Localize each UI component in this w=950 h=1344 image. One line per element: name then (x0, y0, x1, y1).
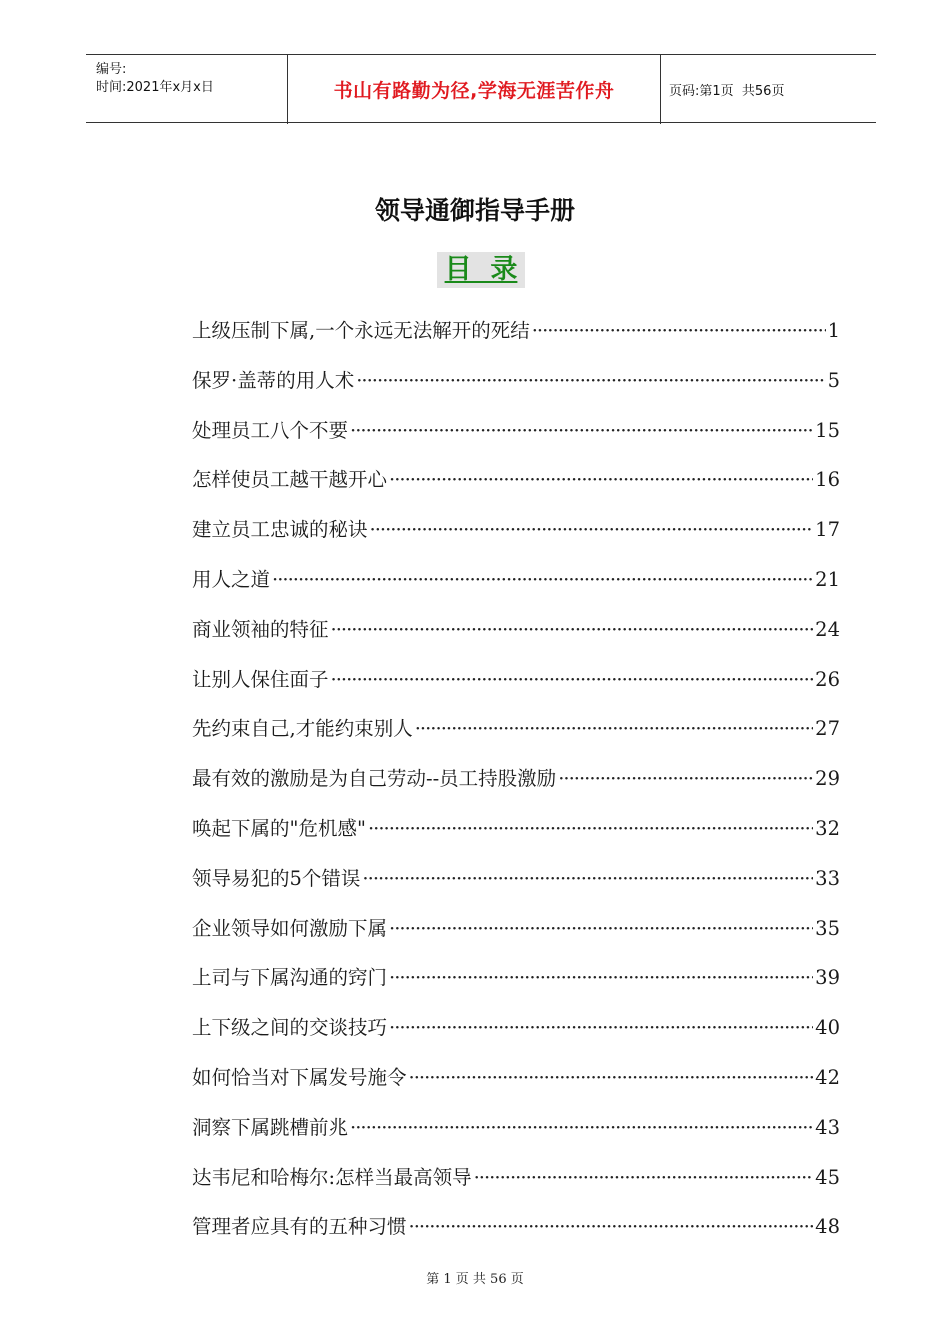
toc-entry-page: 40 (815, 1016, 840, 1040)
toc-entry-page: 17 (815, 518, 840, 542)
toc-leader-dots (409, 1060, 814, 1096)
toc-entry-page: 43 (815, 1115, 840, 1139)
toc-entry-page: 27 (815, 717, 840, 741)
toc-leader-dots (368, 811, 813, 847)
toc-leader-dots (272, 562, 813, 598)
toc-leader-dots (350, 1110, 813, 1146)
header-meta (86, 55, 287, 124)
toc-entry-page: 1 (827, 319, 840, 342)
toc-leader-dots (350, 413, 813, 449)
toc-entry[interactable] (192, 911, 840, 961)
toc-entry-title: 领导易犯的5个错误 (192, 866, 361, 890)
table-of-contents (192, 313, 840, 1259)
toc-heading: 目 录 (437, 252, 525, 288)
toc-entry-title: 用人之道 (192, 567, 271, 591)
toc-entry-title: 让别人保住面子 (192, 667, 329, 691)
toc-entry-page: 32 (815, 816, 840, 840)
toc-leader-dots (389, 960, 813, 996)
toc-entry-title: 上司与下属沟通的窍门 (192, 966, 388, 990)
toc-entry-page: 45 (815, 1165, 840, 1189)
toc-entry-title: 洞察下属跳槽前兆 (192, 1115, 349, 1139)
toc-entry[interactable] (192, 662, 840, 712)
toc-entry-page: 5 (827, 368, 840, 392)
toc-entry[interactable] (192, 1160, 840, 1210)
toc-entry[interactable] (192, 960, 840, 1010)
toc-entry[interactable] (192, 1209, 840, 1259)
toc-entry-title: 最有效的激励是为自己劳动--员工持股激励 (192, 767, 557, 791)
time-label: 时间:2021年x月x日 (96, 80, 214, 95)
toc-entry-page: 33 (815, 866, 840, 890)
toc-entry[interactable] (192, 363, 840, 413)
header-motto: 书山有路勤为径,学海无涯苦作舟 (287, 55, 661, 124)
toc-entry-title: 如何恰当对下属发号施令 (192, 1065, 407, 1089)
number-label: 编号: (96, 62, 127, 77)
toc-leader-dots (389, 1010, 813, 1046)
toc-entry-page: 15 (815, 418, 840, 442)
toc-leader-dots (362, 861, 813, 897)
toc-entry-title: 怎样使员工越干越开心 (192, 468, 388, 492)
toc-entry[interactable] (192, 1060, 840, 1110)
toc-entry-title: 管理者应具有的五种习惯 (192, 1215, 407, 1239)
toc-entry[interactable] (192, 1110, 840, 1160)
toc-entry-page: 24 (815, 617, 840, 641)
toc-entry-title: 上下级之间的交谈技巧 (192, 1016, 388, 1040)
toc-leader-dots (558, 761, 813, 797)
page-footer: 第 1 页 共 56 页 (426, 1272, 524, 1287)
toc-leader-dots (415, 711, 813, 747)
toc-leader-dots (331, 612, 814, 648)
toc-entry-page: 48 (815, 1215, 840, 1239)
toc-leader-dots (532, 313, 826, 349)
toc-leader-dots (356, 363, 825, 399)
toc-entry-title: 达韦尼和哈梅尔:怎样当最高领导 (192, 1165, 472, 1189)
toc-entry[interactable] (192, 462, 840, 512)
toc-entry[interactable] (192, 562, 840, 612)
toc-entry-title: 建立员工忠诚的秘诀 (192, 518, 368, 542)
toc-leader-dots (389, 462, 813, 498)
toc-leader-dots (389, 911, 813, 947)
toc-entry-page: 35 (815, 916, 840, 940)
toc-entry-page: 42 (815, 1065, 840, 1089)
toc-leader-dots (409, 1209, 814, 1245)
toc-leader-dots (331, 662, 814, 698)
toc-entry[interactable] (192, 861, 840, 911)
toc-entry-title: 处理员工八个不要 (192, 418, 349, 442)
toc-entry[interactable] (192, 612, 840, 662)
toc-leader-dots (370, 512, 814, 548)
toc-entry-page: 26 (815, 667, 840, 691)
toc-entry[interactable] (192, 811, 840, 861)
header-page-info (661, 55, 876, 124)
toc-leader-dots (474, 1160, 814, 1196)
toc-entry-title: 保罗·盖蒂的用人术 (192, 368, 355, 392)
toc-entry-title: 唤起下属的"危机感" (192, 816, 366, 840)
toc-entry[interactable] (192, 512, 840, 562)
toc-entry-page: 39 (815, 966, 840, 990)
toc-entry-title: 先约束自己,才能约束别人 (192, 717, 413, 741)
page-info-text: 页码:第1页 共56页 (669, 84, 785, 99)
toc-entry[interactable] (192, 711, 840, 761)
toc-entry-title: 商业领袖的特征 (192, 617, 329, 641)
toc-entry[interactable] (192, 313, 840, 363)
toc-entry-page: 29 (815, 767, 840, 791)
toc-entry-page: 21 (815, 567, 840, 591)
toc-entry[interactable] (192, 761, 840, 811)
toc-entry-page: 16 (815, 468, 840, 492)
toc-entry[interactable] (192, 1010, 840, 1060)
page-header (86, 54, 876, 123)
document-title: 领导通御指导手册 (374, 196, 575, 225)
toc-entry-title: 上级压制下属,一个永远无法解开的死结 (192, 319, 530, 342)
toc-entry-title: 企业领导如何激励下属 (192, 916, 388, 940)
toc-entry[interactable] (192, 413, 840, 463)
